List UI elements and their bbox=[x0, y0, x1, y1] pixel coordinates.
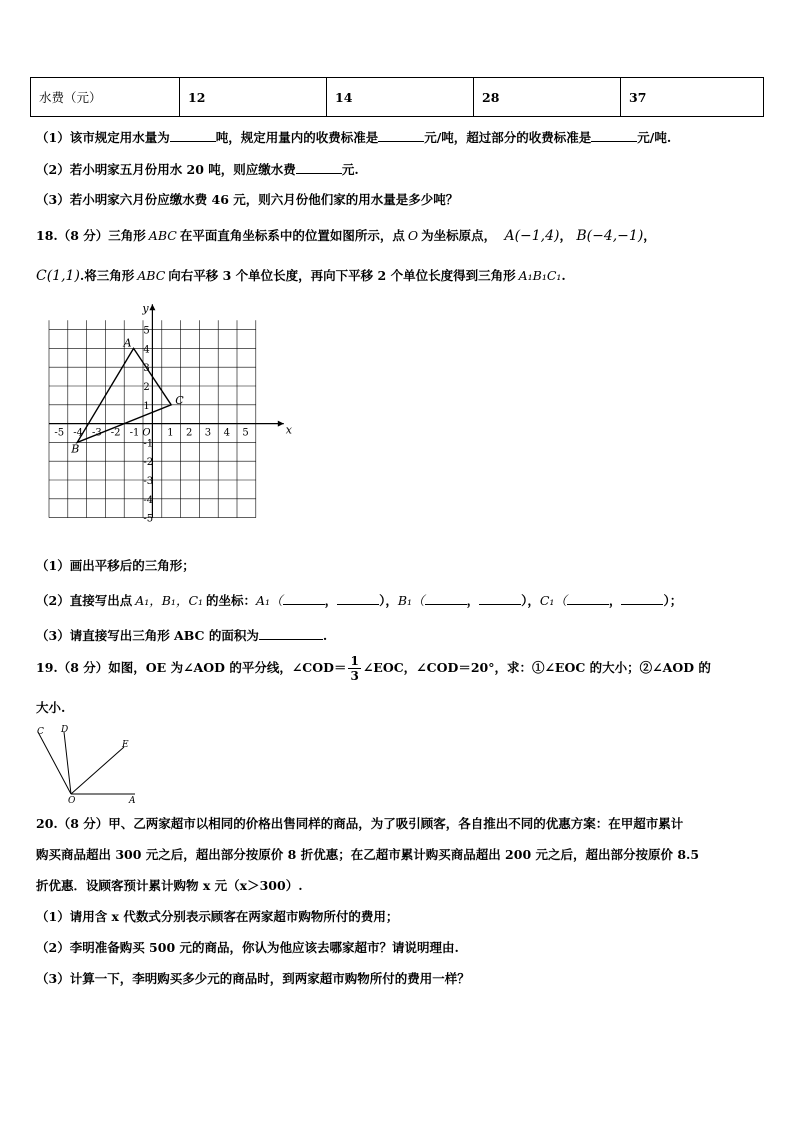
blank bbox=[425, 591, 467, 605]
blank bbox=[378, 128, 424, 142]
origin-label: O bbox=[142, 427, 151, 439]
label-a: A bbox=[129, 796, 136, 806]
coordinate-grid bbox=[36, 302, 293, 535]
y-tick-label: -4 bbox=[143, 494, 154, 506]
y-tick-label: 4 bbox=[143, 344, 150, 356]
x-axis-arrow bbox=[278, 421, 284, 427]
label-e: E bbox=[122, 740, 129, 750]
angle-figure bbox=[34, 722, 144, 806]
text: 在平面直角坐标系中的位置如图所示，点 bbox=[179, 228, 405, 243]
y-tick-label: 3 bbox=[143, 363, 150, 375]
x-tick-label: 1 bbox=[167, 427, 174, 439]
y-tick-label: -2 bbox=[143, 457, 154, 469]
text: . bbox=[561, 268, 566, 283]
text: （1）该市规定用水量为 bbox=[36, 130, 170, 145]
c1-label: C₁（ bbox=[539, 593, 567, 608]
q19-line1 bbox=[36, 654, 711, 683]
a1-label: A₁（ bbox=[256, 593, 283, 608]
x-axis-label: x bbox=[285, 423, 293, 437]
y-tick-label: -1 bbox=[143, 438, 154, 450]
label-c: C bbox=[37, 727, 44, 737]
y-tick-label: 5 bbox=[143, 325, 150, 337]
x-tick-label: -1 bbox=[129, 427, 140, 439]
q18-sub3 bbox=[36, 626, 327, 644]
text: 向右平移 3 个单位长度，再向下平移 2 个单位长度得到三角形 bbox=[168, 268, 516, 283]
x-tick-label: 4 bbox=[223, 427, 230, 439]
blank bbox=[479, 591, 521, 605]
fee-table bbox=[30, 77, 764, 117]
y-tick-label: -5 bbox=[143, 513, 154, 525]
q20-line1: 20.（8 分）甲、乙两家超市以相同的价格出售同样的商品，为了吸引顾客，各自推出不同的优惠方案：在甲超市累计 bbox=[36, 816, 684, 831]
y-tick-label: 2 bbox=[143, 382, 150, 393]
q17-part3: （3）若小明家六月份应缴水费 46 元，则六月份他们家的用水量是多少吨？ bbox=[36, 192, 459, 207]
axes bbox=[49, 302, 293, 517]
q18-line2 bbox=[36, 266, 566, 284]
q20-sub2: （2）李明准备购买 500 元的商品，你认为他应该去哪家超市？请说明理由. bbox=[36, 940, 459, 955]
text: 18.（8 分）三角形 bbox=[36, 228, 146, 243]
blank bbox=[337, 591, 379, 605]
text: （2）若小明家五月份用水 20 吨，则应缴水费 bbox=[36, 162, 296, 177]
y-tick-label: 1 bbox=[143, 400, 150, 412]
text: 19.（8 分）如图，OE 为∠AOD 的平分线，∠COD＝ bbox=[36, 660, 347, 675]
x-tick-label: -3 bbox=[92, 427, 102, 439]
q17-part2 bbox=[36, 160, 359, 178]
blank bbox=[567, 591, 609, 605]
blank bbox=[283, 591, 325, 605]
tick-labels bbox=[54, 326, 248, 525]
q18-sub1: （1）画出平移后的三角形； bbox=[36, 558, 195, 573]
text: 吨，规定用量内的收费标准是 bbox=[215, 130, 379, 145]
table-cell: 12 bbox=[180, 78, 327, 117]
q20-line3: 折优惠．设顾客预计累计购物 x 元（x＞300）. bbox=[36, 878, 303, 893]
text: .将三角形 bbox=[79, 268, 135, 283]
text: 元/吨，超过部分的收费标准是 bbox=[424, 130, 592, 145]
points: A₁，B₁，C₁ bbox=[135, 593, 204, 608]
text: ∠EOC，∠COD＝20°，求：①∠EOC 的大小；②∠AOD 的 bbox=[362, 660, 711, 675]
q20-sub1: （1）请用含 x 代数式分别表示顾客在两家超市购物所付的费用； bbox=[36, 909, 399, 924]
text: 的坐标： bbox=[206, 593, 257, 608]
point-c: C(1,1) bbox=[36, 268, 80, 284]
triangle-name-translated: A₁B₁C₁ bbox=[518, 268, 562, 283]
q18-sub2: （2）直接写出点 A₁，B₁，C₁ 的坐标：A₁（ ， ），B₁（ ， ），C₁（ ， ）； bbox=[36, 593, 683, 608]
y-axis-arrow bbox=[149, 304, 155, 310]
blank bbox=[259, 626, 323, 640]
blank bbox=[591, 128, 637, 142]
point-b: B(−4,−1) bbox=[576, 228, 644, 244]
q20-line2: 购买商品超出 300 元之后，超出部分按原价 8 折优惠；在乙超市累计购买商品超出 200 元之后，超出部分按原价 8.5 bbox=[36, 847, 700, 862]
label-o: O bbox=[68, 796, 76, 806]
x-tick-label: 3 bbox=[204, 427, 212, 439]
ray-od bbox=[64, 732, 71, 794]
text: . bbox=[322, 628, 328, 643]
text: （2）直接写出点 bbox=[36, 593, 133, 608]
x-tick-label: 2 bbox=[186, 427, 193, 439]
ray-oe bbox=[71, 747, 124, 794]
point-label-a: A bbox=[123, 336, 132, 350]
q17-part1 bbox=[36, 128, 671, 146]
y-tick-label: -3 bbox=[143, 476, 154, 487]
fraction-one-third bbox=[348, 654, 360, 683]
ray-oc bbox=[38, 732, 71, 794]
blank bbox=[296, 160, 342, 174]
table-row bbox=[31, 78, 764, 117]
triangle-name: ABC bbox=[148, 228, 177, 243]
x-tick-label: 5 bbox=[242, 427, 249, 439]
denominator: 3 bbox=[350, 669, 359, 683]
b1-label: B₁（ bbox=[397, 593, 425, 608]
x-tick-label: -2 bbox=[110, 427, 121, 439]
numerator: 1 bbox=[350, 654, 359, 668]
table-cell: 水费（元） bbox=[31, 78, 180, 117]
q19-line2: 大小. bbox=[36, 700, 66, 715]
text: 为坐标原点， bbox=[421, 228, 497, 243]
y-axis-label: y bbox=[142, 302, 149, 316]
origin-name: O bbox=[407, 228, 419, 243]
text: 元. bbox=[341, 162, 359, 177]
point-label-c: C bbox=[175, 393, 184, 407]
table-cell: 14 bbox=[327, 78, 474, 117]
q20-sub3: （3）计算一下，李明购买多少元的商品时，到两家超市购物所付的费用一样？ bbox=[36, 971, 470, 986]
text: （3）请直接写出三角形 ABC 的面积为 bbox=[36, 628, 259, 643]
q18-line1: 18.（8 分）三角形 ABC 在平面直角坐标系中的位置如图所示，点 O 为坐标原点， A(−1,4)， B(−4,−1)， bbox=[36, 228, 656, 244]
table-cell: 37 bbox=[621, 78, 764, 117]
point-a: A(−1,4) bbox=[504, 228, 560, 244]
x-tick-label: -4 bbox=[73, 427, 83, 439]
triangle-name: ABC bbox=[137, 268, 166, 283]
blank bbox=[170, 128, 216, 142]
point-label-b: B bbox=[71, 442, 80, 456]
x-tick-label: -5 bbox=[54, 427, 65, 439]
table-cell: 28 bbox=[474, 78, 621, 117]
label-d: D bbox=[61, 725, 69, 735]
blank bbox=[621, 591, 663, 605]
text: 元/吨. bbox=[637, 130, 672, 145]
